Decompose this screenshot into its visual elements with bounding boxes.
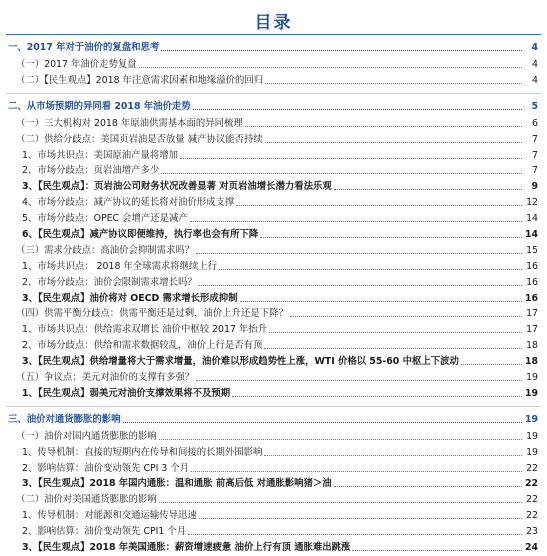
dot-leader [199,518,522,519]
toc-page-number: 17 [522,306,538,322]
toc-entry-title: 4、市场分歧点：减产协议的延长将对油价形成支撑 [22,195,236,211]
toc-entry-title: 6、【民生观点】减产协议即便维持，执行率也会有所下降 [22,227,260,243]
toc-entry[interactable] [0,57,547,73]
toc-page-number: 24 [522,540,538,556]
dot-leader [264,348,522,349]
toc-page-number: 14 [522,211,538,227]
dot-leader [139,67,522,68]
toc-entry-title: 3、【民生观点】：页岩油公司财务状况改善显著 对页岩油增长潜力看法乐观 [22,179,334,195]
toc-page-number: 5 [522,97,538,116]
toc-entry-title: 三、油价对通货膨胀的影响 [8,410,123,429]
toc-page-number: 17 [522,322,538,338]
dot-leader [219,269,522,270]
dot-leader [188,534,522,535]
toc-entry[interactable] [0,476,547,492]
toc-entry[interactable] [0,306,547,322]
toc-entry[interactable] [0,116,547,132]
toc-entry[interactable] [0,275,547,291]
toc-page-number: 19 [522,410,538,429]
toc-entry-title: 3、【民生观点】供给增量将大于需求增量，油价难以形成趋势性上涨，WTI 价格以 55-60 中枢上下波动 [22,354,461,370]
dot-leader [290,316,522,317]
dot-leader [269,332,522,333]
dot-leader [236,205,522,206]
toc-entry-title: （四）供需平衡分歧点：供需平衡还是过剩，油价上升还是下降？ [16,306,290,322]
dot-leader [161,173,522,174]
toc-entry[interactable] [0,540,547,556]
toc-entry[interactable] [0,492,547,508]
toc-page-number: 19 [522,445,538,461]
toc-entry-title: 2、市场分歧点：供给和需求数据较乱，油价上行是否有顶 [22,338,264,354]
toc-entry-title: 1、市场共识点：供给需求双增长 油价中枢较 2017 年抬升 [22,322,269,338]
toc-page-number: 22 [522,476,538,492]
toc-page-number: 18 [522,354,538,370]
toc-entry[interactable] [0,338,547,354]
toc-entry-title: 2、市场分歧点：页岩油增产多少 [22,163,161,179]
toc-entry[interactable] [0,179,547,195]
dot-leader [161,50,522,51]
toc-entry[interactable] [0,211,547,227]
toc-page-number: 23 [522,524,538,540]
toc-entry-title: （一）三大机构对 2018 年原油供需基本面的异同梳理 [16,116,245,132]
dot-leader [265,142,522,143]
toc-entry[interactable] [0,461,547,477]
toc-page-number: 4 [522,57,538,73]
toc-entry-title: （二）油价对美国通货膨胀的影响 [16,492,159,508]
dot-leader [199,285,522,286]
toc-entry[interactable] [0,243,547,259]
toc-entry-title: 3、【民生观点】2018 年国内通胀：温和通胀 前高后低 对通胀影响猪＞油 [22,476,334,492]
toc-entry-title: （一）油价对国内通货膨胀的影响 [16,429,159,445]
toc-list [0,38,547,556]
toc-page-number: 7 [522,148,538,164]
toc-page-number: 19 [522,429,538,445]
toc-page-number: 14 [522,227,538,243]
dot-leader [190,221,522,222]
toc-entry-title: 2、影响估算：油价变动领先 CPI 3 个月 [22,461,191,477]
toc-page-number: 22 [522,508,538,524]
title-divider [6,34,541,35]
toc-entry[interactable] [0,322,547,338]
toc-page-number: 7 [522,132,538,148]
dot-leader [240,301,522,302]
dot-leader [245,126,522,127]
dot-leader [180,158,522,159]
toc-page-number: 18 [522,338,538,354]
toc-entry[interactable] [0,429,547,445]
toc-page-number: 16 [522,275,538,291]
toc-title: 目录 [254,13,293,33]
section-divider [0,89,547,97]
toc-page-number: 16 [522,259,538,275]
toc-entry-title: 1、传导机制：对能源和交通运输传导迅速 [22,508,199,524]
toc-entry[interactable] [0,370,547,386]
toc-entry[interactable] [0,508,547,524]
toc-entry-title: 3、【民生观点】2018 年美国通胀：薪资增速疲惫 油价上行有顶 通胀难出跳涨 [22,540,352,556]
dot-leader [260,237,522,238]
toc-entry[interactable] [0,291,547,307]
toc-chapter[interactable] [0,97,547,116]
toc-entry-title: 1、市场共识点： 2018 年全球需求将继续上行 [22,259,219,275]
dot-leader [334,486,522,487]
toc-entry[interactable] [0,259,547,275]
dot-leader [196,253,522,254]
dot-leader [461,364,522,365]
toc-entry[interactable] [0,148,547,164]
toc-page-number: 15 [522,243,538,259]
toc-entry-title: 1、传导机制：直接的短期内在传导和间接的长期外围影响 [22,445,264,461]
toc-page-number: 4 [522,38,538,57]
toc-entry-title: 2、市场分歧点：油价会限制需求增长吗？ [22,275,199,291]
toc-entry-title: 二、从市场预期的异同看 2018 年油价走势 [8,97,193,116]
toc-entry-title: 2、影响估算：油价变动领先 CPI1 个月 [22,524,188,540]
toc-entry-title: （二）【民生观点】2018 年注意需求因素和地缘溢价的回归 [16,73,265,89]
toc-entry[interactable] [0,163,547,179]
dot-leader [193,109,522,110]
toc-entry[interactable] [0,354,547,370]
toc-entry-title: （三）需求分歧点：高油价会抑制需求吗？ [16,243,196,259]
toc-page-number: 22 [522,492,538,508]
toc-page-number: 6 [522,116,538,132]
toc-entry[interactable] [0,386,547,402]
dot-leader [352,550,522,551]
toc-entry[interactable] [0,132,547,148]
dot-leader [196,380,522,381]
toc-entry[interactable] [0,524,547,540]
dot-leader [232,396,522,397]
toc-entry-title: 3、【民生观点】油价将对 OECD 需求增长形成抑制 [22,291,240,307]
dot-leader [265,83,522,84]
toc-page-number: 12 [522,195,538,211]
toc-entry-title: 1、市场共识点：美国原油产量将增加 [22,148,180,164]
dot-leader [334,189,522,190]
toc-entry-title: （二）供给分歧点：美国页岩油是否放量 减产协议能否持续 [16,132,265,148]
toc-page-number: 16 [522,291,538,307]
toc-page-number: 19 [522,386,538,402]
section-divider [0,402,547,410]
toc-chapter[interactable] [0,38,547,57]
toc-entry-title: （五）争议点：美元对油价的支撑有多强？ [16,370,196,386]
toc-entry[interactable] [0,195,547,211]
toc-page-number: 7 [522,163,538,179]
dot-leader [191,471,522,472]
dot-leader [159,502,522,503]
toc-page-number: 19 [522,370,538,386]
toc-entry[interactable] [0,227,547,243]
toc-entry-title: （一）2017 年油价走势复盘 [16,57,139,73]
toc-page-number: 4 [522,73,538,89]
toc-entry-title: 5、市场分歧点：OPEC 会增产还是减产 [22,211,190,227]
toc-page-number: 9 [522,179,538,195]
toc-entry[interactable] [0,73,547,89]
toc-entry-title: 一、2017 年对于油价的复盘和思考 [8,38,161,57]
dot-leader [123,422,522,423]
toc-entry[interactable] [0,445,547,461]
toc-page-number: 22 [522,461,538,477]
dot-leader [159,439,522,440]
toc-chapter[interactable] [0,410,547,429]
dot-leader [264,455,522,456]
toc-entry-title: 1、【民生观点】弱美元对油价支撑效果将不及预期 [22,386,232,402]
